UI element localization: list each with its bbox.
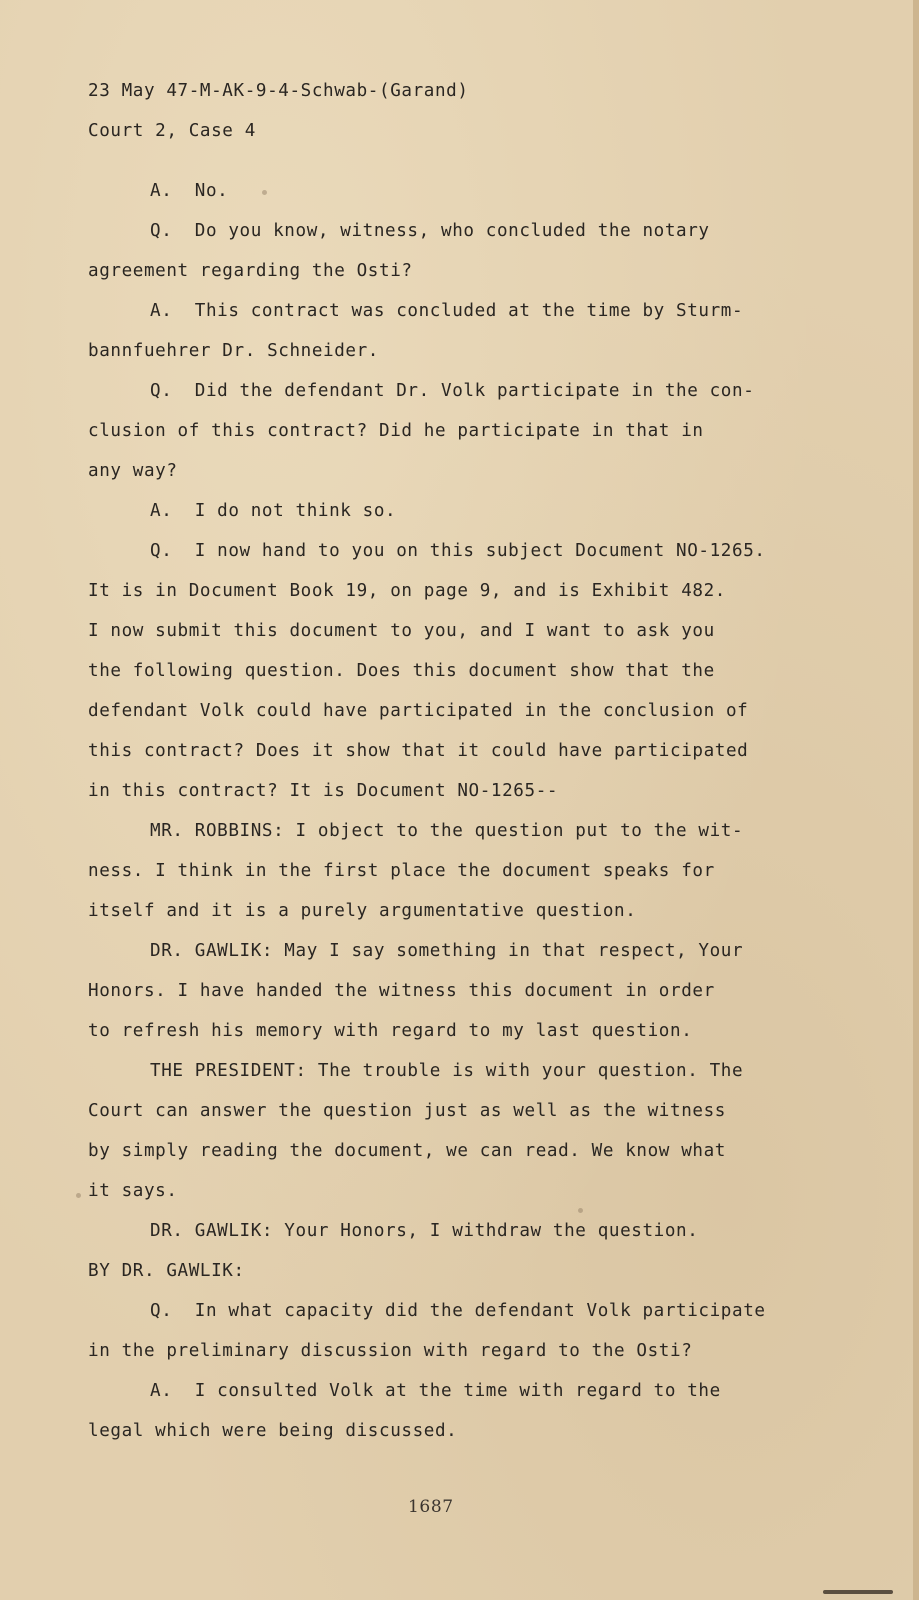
transcript-line: THE PRESIDENT: The trouble is with your question. The bbox=[150, 1061, 744, 1081]
transcript-line: itself and it is a purely argumentative question. bbox=[88, 901, 637, 921]
transcript-line: DR. GAWLIK: May I say something in that respect, Your bbox=[150, 941, 744, 961]
paper-speck bbox=[262, 190, 267, 195]
scan-edge-mark bbox=[823, 1590, 893, 1594]
transcript-line: Honors. I have handed the witness this document in order bbox=[88, 981, 715, 1001]
transcript-line: in the preliminary discussion with regard to the Osti? bbox=[88, 1341, 693, 1361]
transcript-line: I now submit this document to you, and I want to ask you bbox=[88, 621, 715, 641]
transcript-line: defendant Volk could have participated in the conclusion of bbox=[88, 701, 749, 721]
transcript-line: ness. I think in the first place the document speaks for bbox=[88, 861, 715, 881]
transcript-line: any way? bbox=[88, 461, 178, 481]
transcript-line: it says. bbox=[88, 1181, 178, 1201]
transcript-line: this contract? Does it show that it could have participated bbox=[88, 741, 749, 761]
transcript-line: legal which were being discussed. bbox=[88, 1421, 458, 1441]
court-case-label: Court 2, Case 4 bbox=[88, 121, 256, 141]
transcript-line: Court can answer the question just as well as the witness bbox=[88, 1101, 726, 1121]
transcript-line: clusion of this contract? Did he participate in that in bbox=[88, 421, 704, 441]
paper-speck bbox=[578, 1208, 583, 1213]
transcript-line: A. No. bbox=[150, 181, 229, 201]
transcript-line: in this contract? It is Document NO-1265-- bbox=[88, 781, 559, 801]
transcript-line: A. I do not think so. bbox=[150, 501, 397, 521]
transcript-line: BY DR. GAWLIK: bbox=[88, 1261, 245, 1281]
transcript-line: DR. GAWLIK: Your Honors, I withdraw the question. bbox=[150, 1221, 699, 1241]
transcript-line: A. I consulted Volk at the time with regard to the bbox=[150, 1381, 721, 1401]
transcript-line: the following question. Does this document show that the bbox=[88, 661, 715, 681]
transcript-line: Q. I now hand to you on this subject Document NO-1265. bbox=[150, 541, 766, 561]
transcript-line: to refresh his memory with regard to my last question. bbox=[88, 1021, 693, 1041]
transcript-line: by simply reading the document, we can read. We know what bbox=[88, 1141, 726, 1161]
header-reference: 23 May 47-M-AK-9-4-Schwab-(Garand) bbox=[88, 81, 469, 101]
paper-speck bbox=[76, 1193, 81, 1198]
transcript-line: bannfuehrer Dr. Schneider. bbox=[88, 341, 380, 361]
transcript-line: Q. Did the defendant Dr. Volk participate in the con- bbox=[150, 381, 755, 401]
transcript-line: Q. In what capacity did the defendant Volk participate bbox=[150, 1301, 766, 1321]
transcript-line: MR. ROBBINS: I object to the question put to the wit- bbox=[150, 821, 744, 841]
page-number: 1687 bbox=[408, 1497, 454, 1517]
transcript-line: Q. Do you know, witness, who concluded the notary bbox=[150, 221, 710, 241]
transcript-line: A. This contract was concluded at the time by Sturm- bbox=[150, 301, 744, 321]
transcript-line: It is in Document Book 19, on page 9, and is Exhibit 482. bbox=[88, 581, 726, 601]
transcript-line: agreement regarding the Osti? bbox=[88, 261, 413, 281]
